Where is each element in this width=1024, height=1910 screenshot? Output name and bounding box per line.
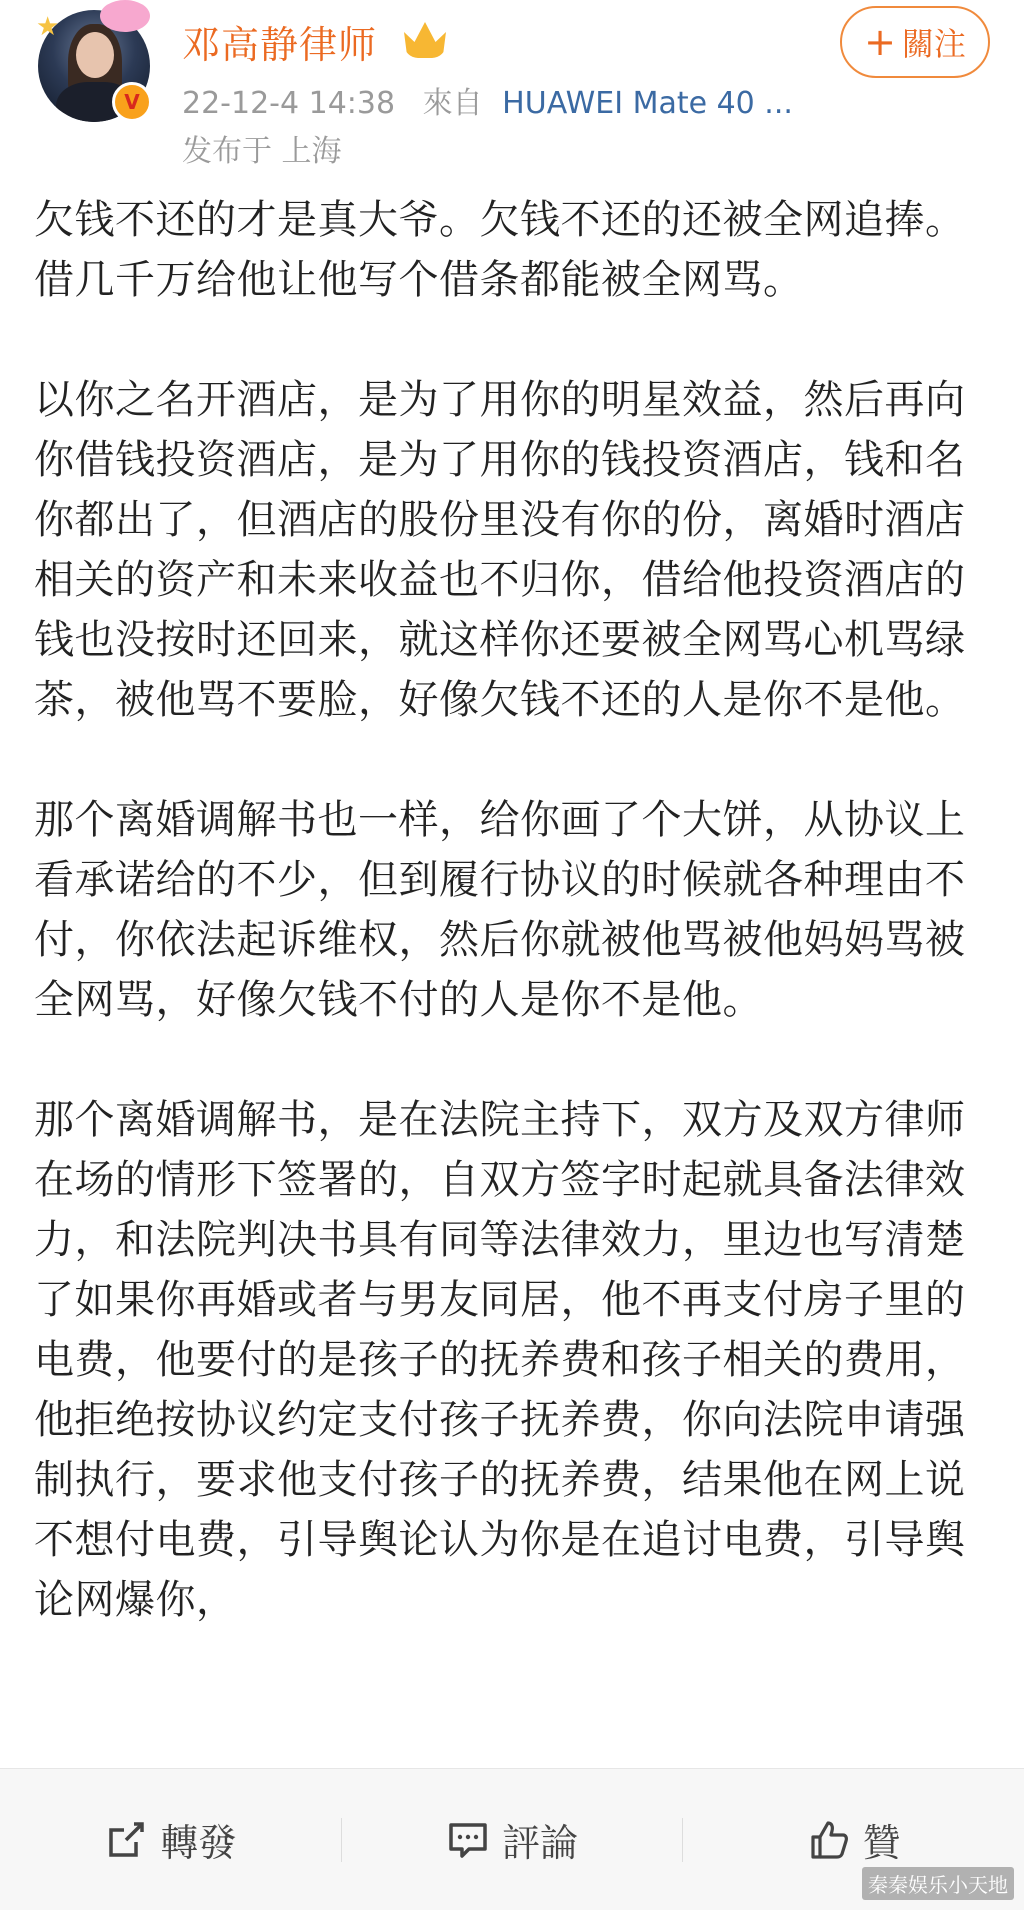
repost-label: 轉發 — [160, 1821, 237, 1865]
share-icon — [104, 1818, 148, 1862]
plus-icon: + — [864, 20, 896, 64]
follow-label: 關注 — [901, 25, 966, 63]
post-location: 发布于 上海 — [182, 134, 342, 169]
post-paragraph: 那个离婚调解书也一样，给你画了个大饼，从协议上看承诺给的不少，但到履行协议的时候就各种理由不付，你依法起诉维权，然后你就被他骂被他妈妈骂被全网骂，好像欠钱不付的人是你不是他。 — [34, 797, 966, 1023]
post-paragraph: 那个离婚调解书，是在法院主持下，双方及双方律师在场的情形下签署的，自双方签字时起就具备法律效力，和法院判决书具有同等法律效力，里边也写清楚了如果你再婚或者与男友同居，他不再支付房子里的电费，他要付的是孩子的抚养费和孩子相关的费用，他拒绝按协议约定支付孩子抚养费，你向法院申请强制执行，要求他支付孩子的抚养费，结果他在网上说不想付电费，引导舆论认为你是在追讨电费，引导舆论网爆你， — [34, 1097, 966, 1623]
verified-badge-icon: V — [112, 82, 152, 122]
like-label: 贊 — [862, 1821, 901, 1865]
post-header — [0, 0, 1024, 169]
post-timestamp: 22-12-4 14:38 — [182, 86, 396, 121]
avatar-face — [76, 32, 114, 78]
source-prefix: 來自 — [422, 86, 483, 121]
crown-icon[interactable] — [404, 18, 446, 58]
device-link[interactable]: HUAWEI Mate 40 ... — [502, 86, 793, 121]
repost-button[interactable] — [0, 1769, 341, 1910]
comment-button[interactable] — [342, 1769, 683, 1910]
follow-button[interactable] — [840, 6, 990, 78]
post-meta — [182, 78, 793, 122]
star-icon: ★ — [36, 12, 60, 42]
post-content — [34, 190, 994, 1768]
post-paragraph: 欠钱不还的才是真大爷。欠钱不还的还被全网追捧。借几千万给他让他写个借条都能被全网骂。 — [34, 197, 966, 303]
comment-label: 評論 — [502, 1821, 579, 1865]
avatar-decoration-icon — [100, 0, 150, 32]
username[interactable]: 邓高静律师 — [182, 23, 378, 67]
post-paragraph: 以你之名开酒店，是为了用你的明星效益，然后再向你借钱投资酒店，是为了用你的钱投资酒店，钱和名你都出了，但酒店的股份里没有你的份，离婚时酒店相关的资产和未来收益也不归你，借给他投资酒店的钱也没按时还回来，就这样你还要被全网骂心机骂绿茶，被他骂不要脸，好像欠钱不还的人是你不是他。 — [34, 377, 966, 723]
watermark: 秦秦娱乐小天地 — [862, 1867, 1014, 1900]
thumbs-up-icon — [807, 1818, 851, 1862]
comment-icon — [446, 1818, 490, 1862]
